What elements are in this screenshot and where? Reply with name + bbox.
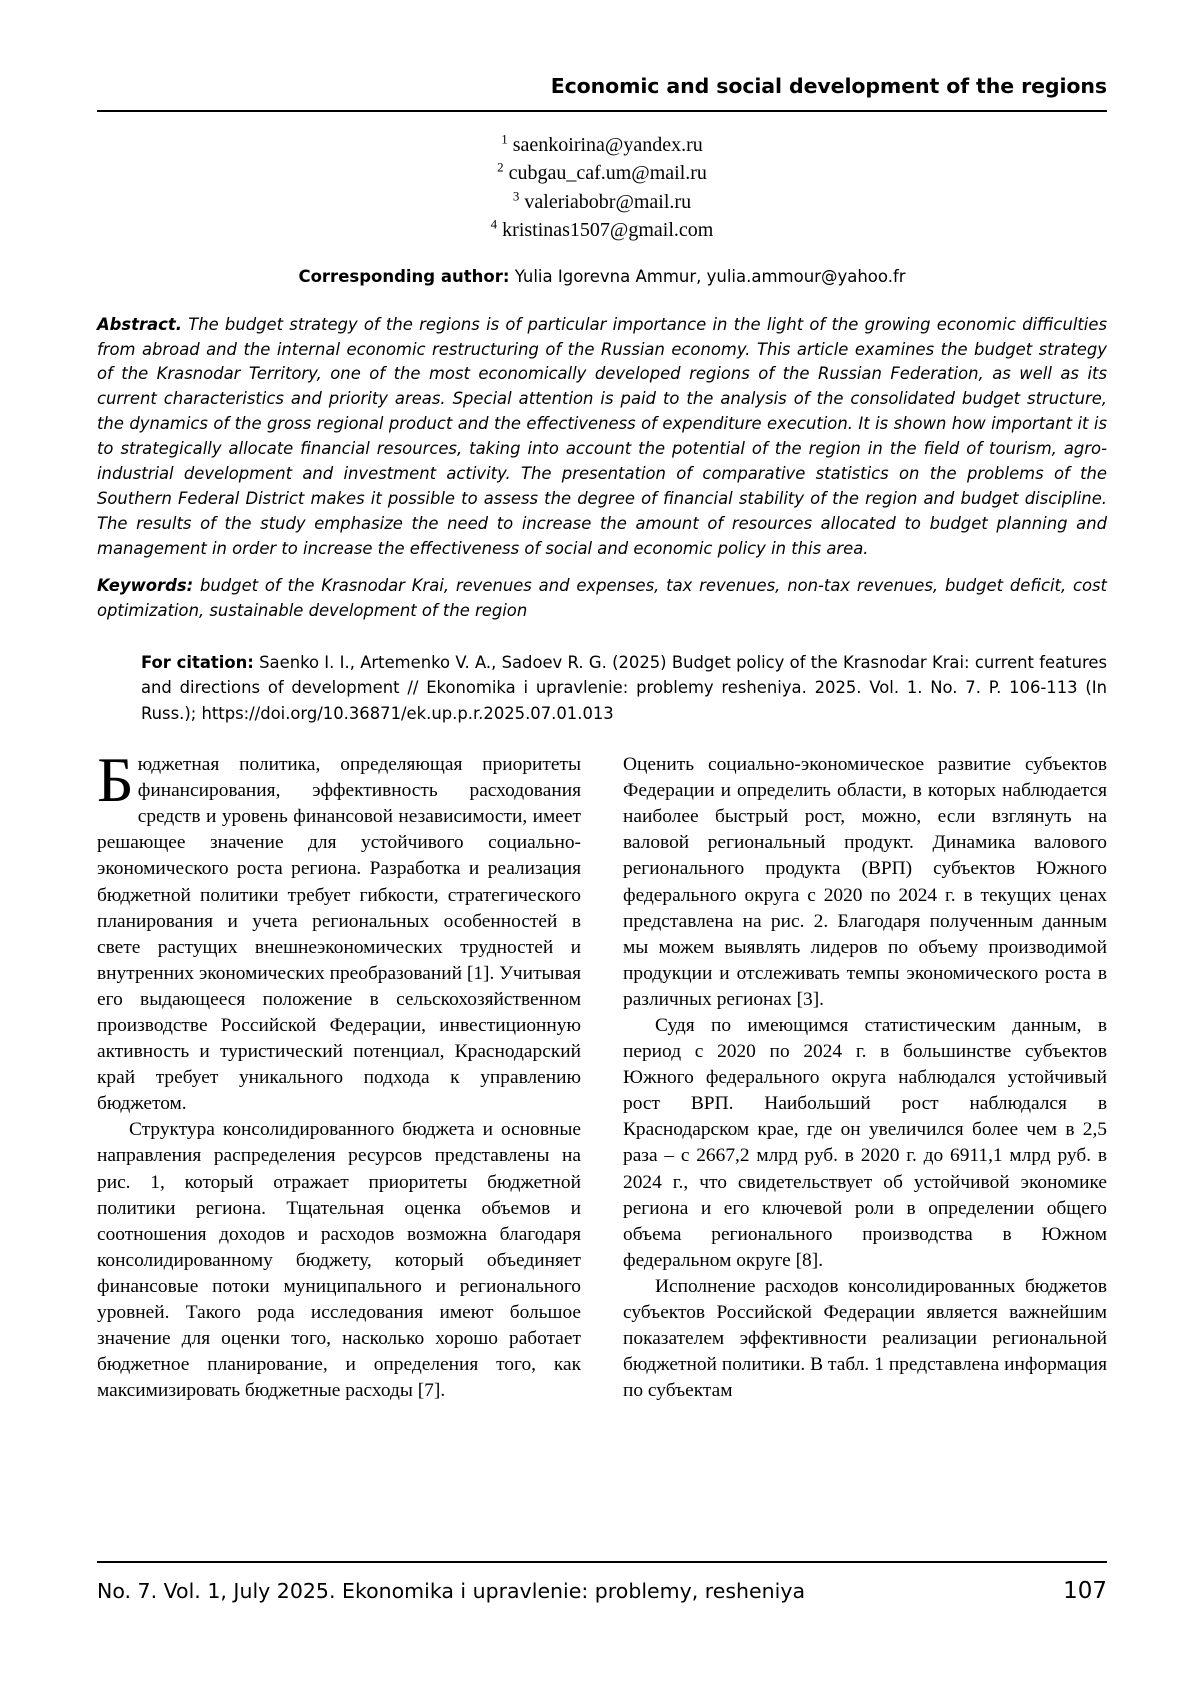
email-address[interactable]: cubgau_caf.um@mail.ru: [508, 162, 707, 185]
email-superscript: 2: [497, 159, 504, 175]
body-paragraph: Структура консолидированного бюджета и основные направления распределения ресурсов представлены на рис. 1, который отражает приоритеты бюджетной политики региона. Тщательная оценка объемов и соотношения доходов и расходов возможна благодаря консолидированному бюджету, который объединяет финансовые потоки муниципального и регионального уровней. Такого рода исследования имеют большое значение для оценки того, насколько хорошо работает бюджетное планирование, и определения того, как максимизировать бюджетные расходы [7].: [97, 1119, 581, 1402]
page-number: 107: [1063, 1578, 1107, 1604]
abstract-block: [97, 313, 1107, 562]
citation-label: For citation:: [141, 652, 254, 672]
page-footer: [97, 1578, 1107, 1604]
body-paragraph: [97, 744, 581, 1117]
abstract-label: Abstract.: [97, 314, 182, 334]
drop-cap: Б: [97, 744, 134, 816]
keywords-text: budget of the Krasnodar Krai, revenues and expenses, tax revenues, non-tax revenues, budget deficit, cost optimization, sustainable development of the region: [97, 575, 1107, 620]
corresponding-author-label: Corresponding author:: [298, 266, 510, 286]
author-emails: [97, 131, 1107, 245]
body-paragraph: Исполнение расходов консолидированных бюджетов субъектов Российской Федерации является важнейшим показателем эффективности реализации региональной бюджетной политики. В табл. 1 представлена информация по субъектам: [623, 1275, 1107, 1402]
email-superscript: 1: [501, 131, 508, 147]
email-line: [97, 131, 1107, 159]
email-line: [97, 159, 1107, 187]
email-line: [97, 216, 1107, 244]
body-column-left: [97, 744, 581, 1404]
corresponding-author-value: Yulia Igorevna Ammur, yulia.ammour@yahoo.fr: [514, 266, 906, 286]
body-paragraph-text: юджетная политика, определяющая приоритеты финансирования, эффективность расходования средств и уровень финансовой независимости, имеет решающее значение для устойчивого социально-экономического роста региона. Разработка и реализация бюджетной политики требует гибкости, стратегического планирования и учета региональных особенностей в свете растущих внешнеэкономических трудностей и внутренних экономических преобразований [1]. Учитывая его выдающееся положение в сельскохозяйственном производстве Российской Федерации, инвестиционную активность и туристический потенциал, Краснодарский край требует уникального подхода к управлению бюджетом.: [97, 754, 581, 1115]
keywords-block: [97, 574, 1107, 624]
email-address[interactable]: kristinas1507@gmail.com: [502, 219, 714, 242]
body-paragraph: Оценить социально-экономическое развитие субъектов Федерации и определить области, в которых наблюдается наиболее быстрый рост, можно, если взглянуть на валовой региональный продукт. Динамика валового регионального продукта (ВРП) субъектов Южного федерального округа с 2020 по 2024 г. в текущих ценах представлена на рис. 2. Благодаря полученным данным мы можем выявлять лидеров по объему производимой продукции и отслеживать темпы экономического роста в различных регионах [3].: [623, 754, 1107, 1010]
page-content: [97, 0, 1107, 1404]
corresponding-author: [97, 267, 1107, 286]
body-columns: [97, 744, 1107, 1404]
email-address[interactable]: valeriabobr@mail.ru: [524, 190, 692, 213]
body-paragraph: Судя по имеющимся статистическим данным, в период с 2020 по 2024 г. в большинстве субъектов Южного федерального округа наблюдался устойчивый рост ВРП. Наибольший рост наблюдался в Краснодарском крае, где он увеличился более чем в 2,5 раза – с 2667,2 млрд руб. в 2020 г. до 6911,1 млрд руб. в 2024 г., что свидетельствует об устойчивой экономике региона и его ключевой роли в определении общего объема регионального производства в Южном федеральном округе [8].: [623, 1015, 1107, 1271]
running-head: Economic and social development of the regions: [550, 74, 1107, 98]
email-address[interactable]: saenkoirina@yandex.ru: [512, 134, 703, 156]
footer-divider: [97, 1561, 1107, 1563]
keywords-label: Keywords:: [97, 575, 194, 595]
email-superscript: 4: [490, 216, 498, 232]
citation-block: [141, 650, 1107, 726]
abstract-text: The budget strategy of the regions is of particular importance in the light of the growing economic difficulties from abroad and the internal economic restructuring of the Russian economy. This article examines the budget strategy of the Krasnodar Territory, one of the most economically developed regions of the Russian Federation, as well as its current characteristics and priority areas. Special attention is paid to the analysis of the consolidated budget structure, the dynamics of the gross regional product and the effectiveness of expenditure execution. It is shown how important it is to strategically allocate financial resources, taking into account the potential of the region in the field of tourism, agro-industrial development and investment activity. The presentation of comparative statistics on the problems of the Southern Federal District makes it possible to assess the degree of financial stability of the region and budget discipline. The results of the study emphasize the need to increase the amount of resources allocated to budget planning and management in order to increase the effectiveness of social and economic policy in this area.: [97, 314, 1107, 558]
header-divider: [97, 110, 1107, 112]
email-line: [97, 188, 1107, 216]
citation-text: Saenko I. I., Artemenko V. A., Sadoev R. G. (2025) Budget policy of the Krasnodar Krai: current features and directions of development // Ekonomika i upravlenie: problemy resheniya. 2025. Vol. 1. No. 7. P. 106-113 (In Russ.); https://doi.org/10.36871/ek.up.p.r.2025.07.01.013: [141, 652, 1107, 723]
body-column-right: [623, 752, 1107, 1404]
footer-journal-line: No. 7. Vol. 1, July 2025. Ekonomika i upravlenie: problemy, resheniya: [97, 1579, 806, 1603]
email-superscript: 3: [512, 188, 520, 204]
